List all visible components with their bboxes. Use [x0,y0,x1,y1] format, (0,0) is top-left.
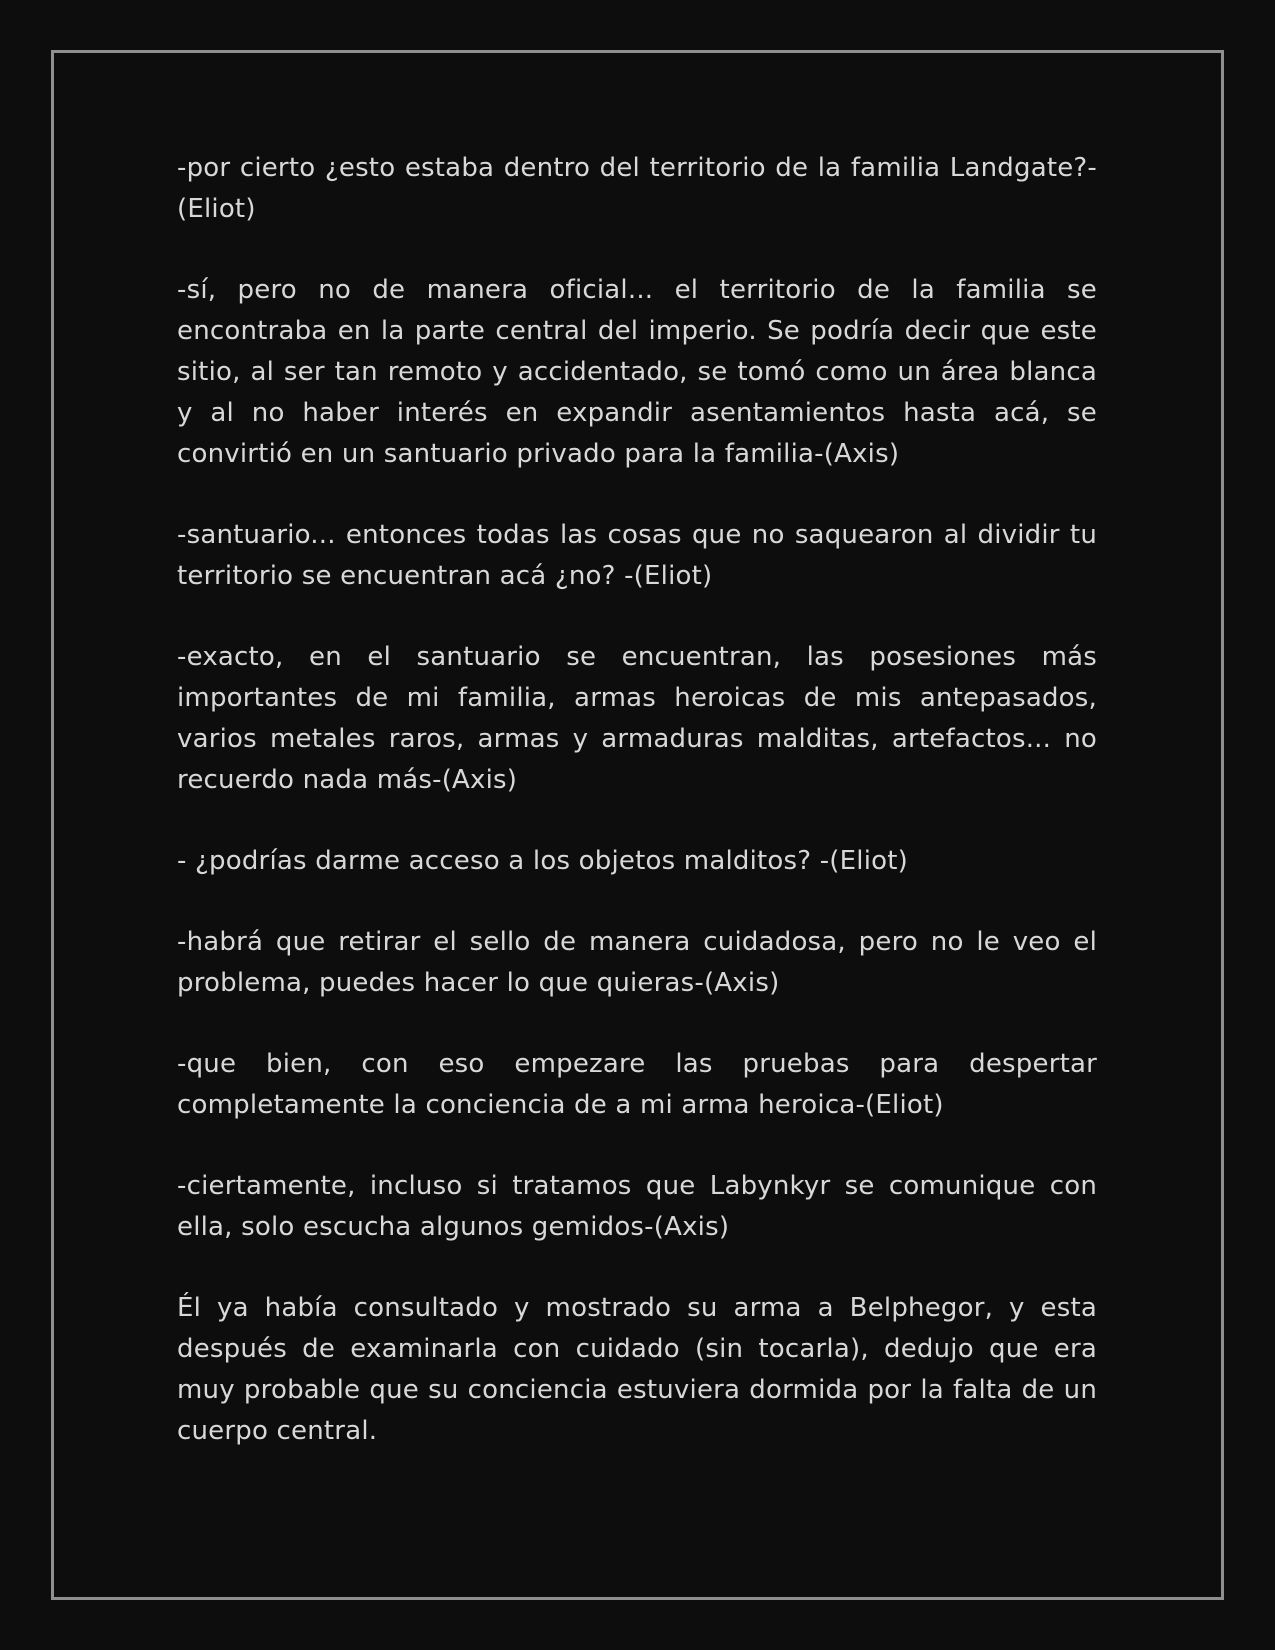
dialogue-paragraph: -santuario... entonces todas las cosas que no saquearon al dividir tu territorio se encuentran acá ¿no? -(Eliot) [177,520,1097,591]
dialogue-paragraph: -por cierto ¿esto estaba dentro del territorio de la familia Landgate?-(Eliot) [177,153,1097,224]
story-text [177,148,1097,1492]
dialogue-paragraph: -sí, pero no de manera oficial... el territorio de la familia se encontraba en la parte central del imperio. Se podría decir que este sitio, al ser tan remoto y accidentado, se tomó como un área blanca y al no haber interés en expandir asentamientos hasta acá, se convirtió en un santuario privado para la familia-(Axis) [177,275,1097,469]
dialogue-paragraph: -exacto, en el santuario se encuentran, las posesiones más importantes de mi familia, armas heroicas de mis antepasados, varios metales raros, armas y armaduras malditas, artefactos... no recuerdo nada más-(Axis) [177,642,1097,795]
dialogue-paragraph: -habrá que retirar el sello de manera cuidadosa, pero no le veo el problema, puedes hacer lo que quieras-(Axis) [177,927,1097,998]
dialogue-paragraph: -que bien, con eso empezare las pruebas para despertar completamente la conciencia de a mi arma heroica-(Eliot) [177,1049,1097,1120]
narration-paragraph: Él ya había consultado y mostrado su arma a Belphegor, y esta después de examinarla con cuidado (sin tocarla), dedujo que era muy probable que su conciencia estuviera dormida por la falta de un cuerpo central. [177,1293,1097,1446]
dialogue-paragraph: - ¿podrías darme acceso a los objetos malditos? -(Eliot) [177,846,908,876]
dialogue-paragraph: -ciertamente, incluso si tratamos que Labynkyr se comunique con ella, solo escucha algunos gemidos-(Axis) [177,1171,1097,1242]
